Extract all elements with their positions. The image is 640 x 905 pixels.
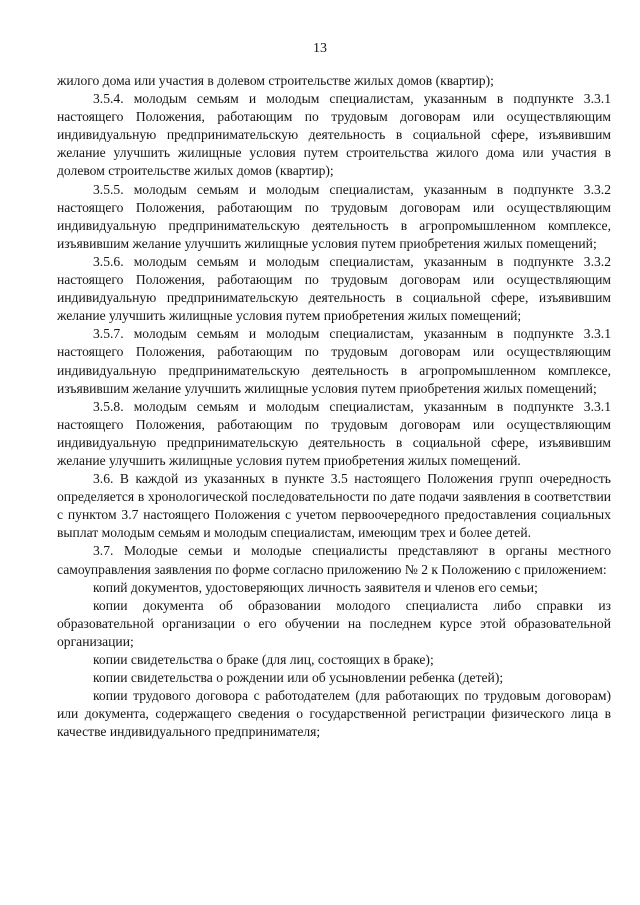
paragraph: 3.6. В каждой из указанных в пункте 3.5 настоящего Положения групп очередность определяется в хронологической последовательности по дате подачи заявления в соответствии с пунктом 3.7 настоящего Положения с учетом первоочередного предоставления социальных выплат молодым семьям и молодым специалистам, имеющим трех и более детей. [57,471,611,541]
paragraph: копии свидетельства о рождении или об усыновлении ребенка (детей); [93,670,504,686]
document-body [57,72,611,741]
paragraph: копии трудового договора с работодателем (для работающих по трудовым договорам) или документа, содержащего сведения о государственной регистрации физического лица в качестве индивидуального предпринимателя; [57,688,611,740]
paragraph: 3.5.5. молодым семьям и молодым специалистам, указанным в подпункте 3.3.2 настоящего Положения, работающим по трудовым договорам или осуществляющим индивидуальную предпринимательскую деятельность в агропромышленном комплексе, изъявившим желание улучшить жилищные условия путем приобретения жилых помещений; [57,181,611,251]
paragraph: 3.5.8. молодым семьям и молодым специалистам, указанным в подпункте 3.3.1 настоящего Положения, работающим по трудовым договорам или осуществляющим индивидуальную предпринимательскую деятельность в социальной сфере, изъявившим желание улучшить жилищные условия путем приобретения жилых помещений. [57,398,611,468]
paragraph: 3.5.4. молодым семьям и молодым специалистам, указанным в подпункте 3.3.1 настоящего Положения, работающим по трудовым договорам или осуществляющим индивидуальную предпринимательскую деятельность в социальной сфере, изъявившим желание улучшить жилищные условия путем строительства жилого дома или участия в долевом строительстве жилых домов (квартир); [57,91,611,179]
paragraph: 3.7. Молодые семьи и молодые специалисты представляют в органы местного самоуправления заявления по форме согласно приложению № 2 к Положению с приложением: [57,543,611,577]
paragraph: копии документа об образовании молодого специалиста либо справки из образовательной организации о его обучении на последнем курсе этой образовательной организации; [57,597,611,649]
paragraph: копий документов, удостоверяющих личность заявителя и членов его семьи; [93,579,538,595]
paragraph: копии свидетельства о браке (для лиц, состоящих в браке); [93,652,434,667]
paragraph: жилого дома или участия в долевом строительстве жилых домов (квартир); [57,73,494,88]
paragraph: 3.5.6. молодым семьям и молодым специалистам, указанным в подпункте 3.3.2 настоящего Положения, работающим по трудовым договорам или осуществляющим индивидуальную предпринимательскую деятельность в социальной сфере, изъявившим желание улучшить жилищные условия путем приобретения жилых помещений; [57,253,611,324]
paragraph: 3.5.7. молодым семьям и молодым специалистам, указанным в подпункте 3.3.1 настоящего Положения, работающим по трудовым договорам или осуществляющим индивидуальную предпринимательскую деятельность в агропромышленном комплексе, изъявившим желание улучшить жилищные условия путем приобретения жилых помещений; [57,326,611,396]
page-number: 13 [313,41,327,56]
